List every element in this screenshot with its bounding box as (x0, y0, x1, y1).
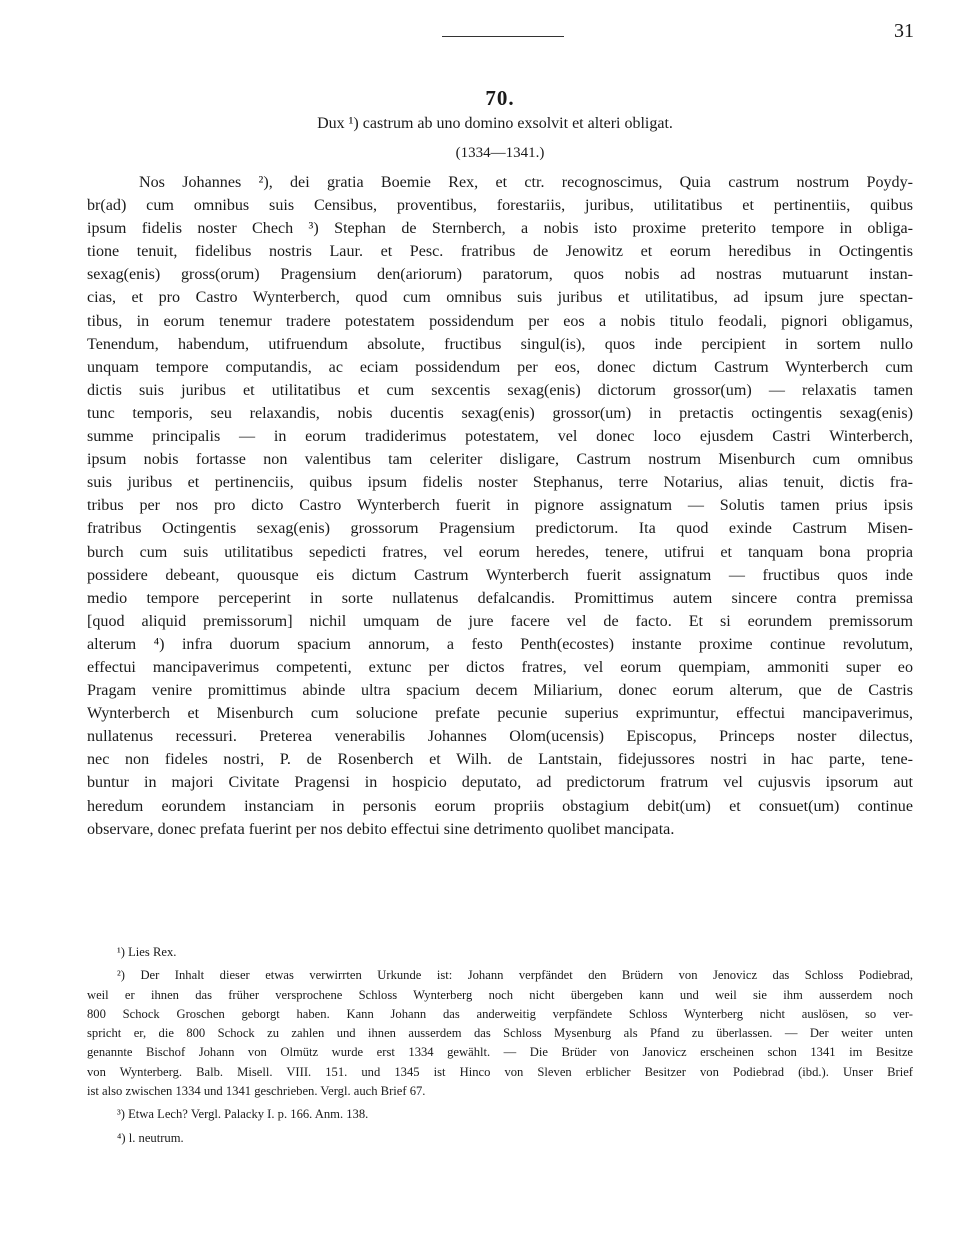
body-line: unquam tempore computandis, ac eciam possidendum per eos, donec dictum Castrum Wynterberch cum (87, 358, 913, 376)
body-line: ipsum fidelis noster Chech ³) Stephan de Sternberch, a nobis isto proxime preterito tempore in obliga- (87, 220, 913, 238)
footnote-4: ⁴) l. neutrum. (117, 1130, 184, 1145)
footnote-3: ³) Etwa Lech? Vergl. Palacky I. p. 166. Anm. 138. (117, 1107, 369, 1122)
body-line: medio tempore perceperint in sorte nullatenus defalcandis. Promittimus autem sincere contra premissa (87, 589, 913, 607)
footnotes (87, 943, 913, 1148)
footnote-2-line: spricht er, die 800 Schock zu zahlen und ihnen ausserdem das Schloss Mysenburg als Pfand zu überlassen. — Der weiter unten (87, 1026, 913, 1041)
body-line: burch cum suis utilitatibus sepedicti fratres, vel eorum heredes, tenere, utifrui et tanquam bona propria (87, 543, 913, 561)
body-line: tione tenuit, fidelibus nostris Laur. et Pesc. fratribus de Jenowitz et eorum heredibus in Octingentis (87, 243, 913, 261)
body-line: tribus per nos pro dicto Castro Wynterberch fuerit in pignore assignatum — Solutis tamen prius ipsis (87, 497, 913, 515)
body-line: effectui mancipaverimus competenti, extunc per dictos fratres, vel eorum quempiam, ammoniti super eo (87, 658, 913, 676)
body-line: [quod aliquid premissorum] nichil umquam de jure facere vel de facto. Et si eorundem premissorum (87, 612, 913, 630)
body-line: sexag(enis) gross(orum) Pragensium den(ariorum) paratorum, quos nobis ad nostras mutuarunt instan- (87, 266, 913, 284)
charter-body (87, 171, 913, 841)
body-line: Pragam venire promittimus abinde ultra spacium decem Miliarium, donec eorum alterum, que de Castris (87, 682, 913, 700)
body-line: Wynterberch et Misenburch cum solucione prefate pecunie superius exprimuntur, effectui mancipaverimus, (87, 705, 913, 723)
footnote-2-line: genannte Bischof Johann von Olmütz wurde erst 1334 gewählt. — Die Brüder von Janovicz erscheinen schon 1341 im Besitze (87, 1045, 913, 1060)
footnote-2-line: 800 Schock Groschen geborgt haben. Kann Johann das anderweitig verpfändete Schloss Wynterberg nicht auslösen, so ver- (87, 1006, 913, 1021)
header-rule (442, 36, 564, 37)
footnote-2-line: ist also zwischen 1334 und 1341 geschrieben. Vergl. auch Brief 67. (87, 1084, 426, 1099)
footnote-2-line: von Wynterberg. Balb. Misell. VIII. 151. und 1345 ist Hinco von Sleven erblicher Besitzer von Podiebrad (ibd.). Unser Brief (87, 1064, 913, 1079)
body-line: alterum ⁴) infra duorum spacium annorum, a festo Penth(ecostes) instante proxime continue revolutum, (87, 635, 913, 653)
document-number: 70. (485, 86, 515, 110)
body-line: nullatenus recessuri. Preterea venerabilis Johannes Olom(ucensis) Episcopus, Princeps noster dilectus, (87, 728, 913, 746)
body-line: Nos Johannes ²), dei gratia Boemie Rex, et ctr. recognoscimus, Quia castrum nostrum Poydy- (139, 174, 913, 191)
body-line: cias, et pro Castro Wynterberch, quod cum omnibus suis juribus et utilitatibus, ad ipsum jure spectan- (87, 289, 913, 307)
body-line: tibus, in eorum tenemur tradere potestatem possidendum per eos a nobis titulo feodali, pignori obligamus, (87, 312, 913, 330)
body-line: Tenendum, habendum, utifruendum absolute, fructibus singul(is), quos inde percipient in sortem nullo (87, 335, 913, 353)
body-line: fratribus Octingentis sexag(enis) grossorum Pragensium predictorum. Ita quod exinde Castrum Misen- (87, 520, 913, 538)
body-line: summe principalis — in eorum tradiderimus potestatem, vel donec loco ejusdem Castri Winterberch, (87, 428, 913, 446)
document-date: (1334—1341.) (455, 145, 545, 161)
body-line: buntur in majori Civitate Pragensi in hospicio deputato, ad predictorum fratrum vel cujusvis ipsorum aut (87, 774, 913, 792)
body-line: suis juribus et pertinenciis, quibus ipsum fidelis noster Stephanus, terre Notarius, alias tenuit, dictis fra- (87, 474, 913, 492)
body-line: dictis suis juribus et utilitatibus et cum sexcentis sexag(enis) dictorum grossor(um) — relaxatis tamen (87, 381, 913, 399)
footnote-2-line: weil er ihnen das früher versprochene Schloss Wynterberg noch nicht übergeben kann und weil sie ihm ausserdem noch (87, 987, 913, 1002)
body-line: observare, donec prefata fuerint per nos debito effectui sine detrimento quolibet mancipata. (87, 820, 675, 838)
body-line: tunc temporis, seu relaxandis, nobis ducentis sexag(enis) grossor(um) in pretactis octingentis sexag(enis) (87, 404, 913, 422)
footnote-2-line: ²) Der Inhalt dieser etwas verwirrten Urkunde ist: Johann verpfändet den Brüdern von Jenovicz das Schloss Podiebrad, (117, 968, 913, 983)
body-line: possidere debeant, quousque eis dictum Castrum Wynterberch fuerit assignatum — fructibus quos inde (87, 566, 913, 584)
footnote-1: ¹) Lies Rex. (117, 945, 177, 959)
body-line: nec non fideles nostri, P. de Rosenberch et Wilh. de Lantstain, fidejussores nostri in hac parte, tene- (87, 751, 913, 769)
page-number: 31 (894, 20, 914, 42)
document-heading: Dux ¹) castrum ab uno domino exsolvit et alteri obligat. (317, 115, 673, 132)
body-line: br(ad) cum omnibus suis Censibus, proventibus, forestariis, juribus, utilitatibus et pertinentiis, quibus (87, 197, 913, 215)
body-line: ipsum nobis fortasse non valentibus tam celeriter disligare, Castrum nostrum Misenburch cum omnibus (87, 451, 913, 469)
body-line: heredum eorundem instanciam in personis eorum propriis obstagium debit(um) et consuet(um) continue (87, 797, 913, 815)
